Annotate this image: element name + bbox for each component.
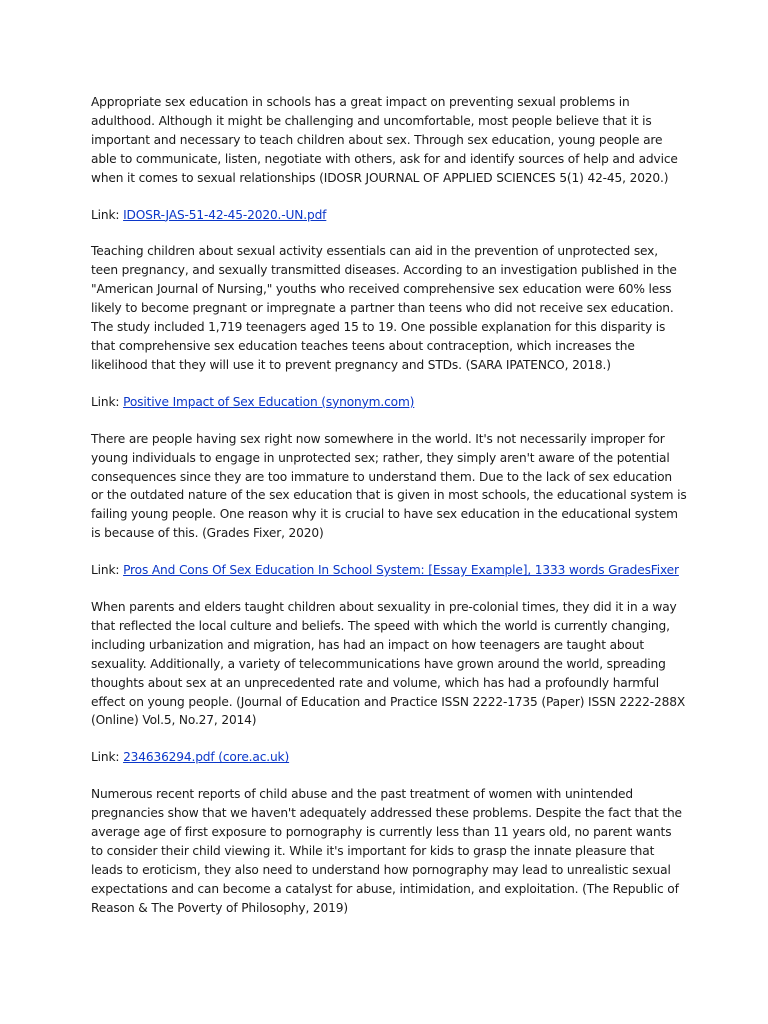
paragraph-sex-education-impact: Appropriate sex education in schools has a great impact on preventing sexual problems in adulthood. Although it might be challenging and uncomfortable, most people believe that it is important and necessary to teach children about sex. Through sex education, young people are able to communicate, listen, negotiate with others, ask for and identify sources of help and advice when it comes to sexual relationships (IDOSR JOURNAL OF APPLIED SCIENCES 5(1) 42-45, 2020.) [91, 95, 678, 185]
link-prefix: Link: [91, 750, 120, 765]
link-prefix: Link: [91, 563, 120, 578]
paragraph-unprotected-sex: There are people having sex right now somewhere in the world. It's not necessarily improper for young individuals to engage in unprotected sex; rather, they simply aren't aware of the potential consequences since they are too immature to understand them. Due to the lack of sex education or the outdated nature of the sex education that is given in most schools, the educational system is failing young people. One reason why it is crucial to have sex education in the educational system is because of this. (Grades Fixer, 2020) [91, 431, 687, 541]
spacer [91, 375, 687, 393]
spacer [91, 730, 687, 748]
spacer [91, 412, 687, 430]
link-line-synonym [91, 393, 687, 412]
link-prefix: Link: [91, 394, 120, 409]
link-synonym[interactable]: Positive Impact of Sex Education (synonym.com) [123, 394, 415, 409]
link-gradesfixer[interactable]: Pros And Cons Of Sex Education In School System: [Essay Example], 1333 words GradesFixer [123, 563, 679, 578]
spacer [91, 188, 687, 206]
paragraph-child-abuse: Numerous recent reports of child abuse and the past treatment of women with unintended pregnancies show that we haven't adequately addressed these problems. Despite the fact that the average age of first exposure to pornography is currently less than 11 years old, no parent wants to consider their child viewing it. While it's important for kids to grasp the innate pleasure that leads to eroticism, they also need to understand how pornography may lead to unrealistic sexual expectations and can become a catalyst for abuse, intimidation, and exploitation. (The Republic of Reason & The Poverty of Philosophy, 2019) [91, 787, 682, 915]
link-line-core [91, 748, 687, 767]
link-line-idosr [91, 206, 687, 225]
link-prefix: Link: [91, 207, 120, 222]
spacer [91, 767, 687, 785]
link-core-pdf[interactable]: 234636294.pdf (core.ac.uk) [123, 750, 290, 765]
link-line-gradesfixer [91, 561, 687, 580]
paragraph-pre-colonial: When parents and elders taught children about sexuality in pre-colonial times, they did it in a way that reflected the local culture and beliefs. The speed with which the world is currently changing, including urbanization and migration, has had an impact on how teenagers are taught about sexuality. Additionally, a variety of telecommunications have grown around the world, spreading thoughts about sex at an unprecedented rate and volume, which has had a profoundly harmful effect on young people. (Journal of Education and Practice ISSN 2222-1735 (Paper) ISSN 2222-288X (Online) Vol.5, No.27, 2014) [91, 600, 686, 728]
spacer [91, 224, 687, 242]
document-page [91, 93, 687, 918]
spacer [91, 543, 687, 561]
link-idosr-pdf[interactable]: IDOSR-JAS-51-42-45-2020.-UN.pdf [123, 207, 327, 222]
paragraph-teaching-children: Teaching children about sexual activity essentials can aid in the prevention of unprotected sex, teen pregnancy, and sexually transmitted diseases. According to an investigation published in the "American Journal of Nursing," youths who received comprehensive sex education were 60% less likely to become pregnant or impregnate a partner than teens who did not receive sex education. The study included 1,719 teenagers aged 15 to 19. One possible explanation for this disparity is that comprehensive sex education teaches teens about contraception, which increases the likelihood that they will use it to prevent pregnancy and STDs. (SARA IPATENCO, 2018.) [91, 244, 677, 372]
spacer [91, 580, 687, 598]
